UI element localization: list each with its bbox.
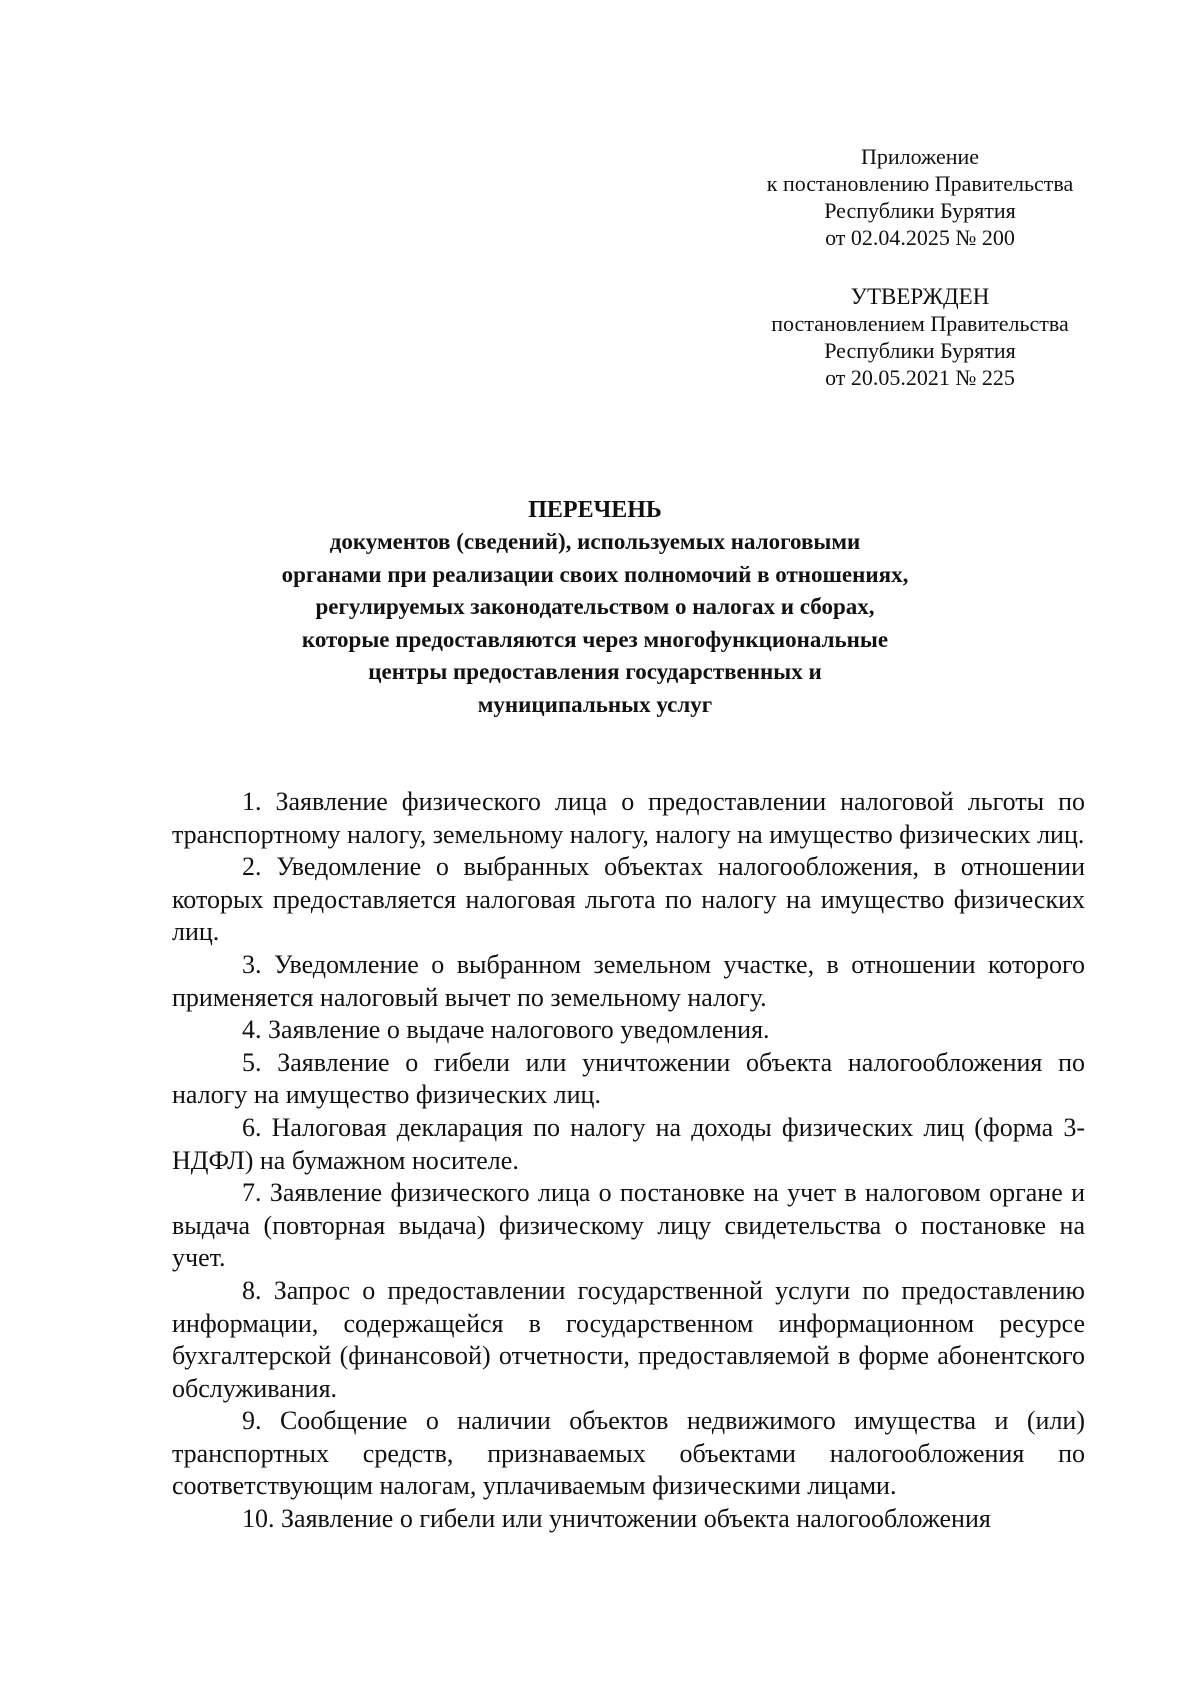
list-item: 8. Запрос о предоставлении государственной услуги по предоставлению информации, содержащейся в государственном информационном ресурсе бухгалтерской (финансовой) отчетности, предоставляемой в форме абонентского обслуживания. xyxy=(172,1275,1085,1403)
title-line-5: центры предоставления государственных и xyxy=(368,659,822,684)
title-line-3: регулируемых законодательством о налогах и сборах, xyxy=(315,594,875,619)
approved-republic: Республики Бурятия xyxy=(824,338,1016,363)
title-line-1: документов (сведений), используемых налоговыми xyxy=(329,529,861,554)
list-item: 1. Заявление физического лица о предоставлении налоговой льготы по транспортному налогу, земельному налогу, налогу на имущество физических лиц. xyxy=(172,787,1085,849)
annex-republic: Республики Бурятия xyxy=(824,198,1016,223)
annex-label: Приложение xyxy=(860,144,980,169)
annex-date-number: от 02.04.2025 № 200 xyxy=(825,225,1015,250)
list-item: 6. Налоговая декларация по налогу на доходы физических лиц (форма 3-НДФЛ) на бумажном носителе. xyxy=(172,1112,1085,1175)
title-main: ПЕРЕЧЕНЬ xyxy=(528,497,662,523)
list-item: 9. Сообщение о наличии объектов недвижимого имущества и (или) транспортных средств, признаваемых объектами налогообложения по соответствующим налогам, уплачиваемым физическими лицами. xyxy=(172,1406,1085,1501)
list-item: 2. Уведомление о выбранных объектах налогообложения, в отношении которых предоставляется налоговая льгота по налогу на имущество физических лиц. xyxy=(172,852,1085,947)
list-item: 4. Заявление о выдаче налогового уведомления. xyxy=(242,1015,770,1045)
list-item: 5. Заявление о гибели или уничтожении объекта налогообложения по налогу на имущество физических лиц. xyxy=(172,1047,1085,1110)
approved-date-number: от 20.05.2021 № 225 xyxy=(825,365,1015,390)
annex-block xyxy=(740,143,1100,251)
title-line-2: органами при реализации своих полномочий в отношениях, xyxy=(281,561,909,587)
approved-resolution: постановлением Правительства xyxy=(771,311,1069,336)
document-title xyxy=(180,494,1010,721)
title-line-6: муниципальных услуг xyxy=(477,691,713,717)
document-list xyxy=(172,786,1085,1536)
approved-label: УТВЕРЖДЕН xyxy=(850,284,990,309)
list-item: 3. Уведомление о выбранном земельном участке, в отношении которого применяется налоговый вычет по земельному налогу. xyxy=(172,949,1085,1012)
annex-resolution: к постановлению Правительства xyxy=(766,171,1074,196)
title-line-4: которые предоставляются через многофункциональные xyxy=(301,626,889,652)
list-item: 7. Заявление физического лица о постановке на учет в налоговом органе и выдача (повторная выдача) физическому лицу свидетельства о постановке на учет. xyxy=(172,1178,1085,1273)
list-item: 10. Заявление о гибели или уничтожении объекта налогообложения xyxy=(242,1504,991,1534)
approved-block xyxy=(740,283,1100,391)
